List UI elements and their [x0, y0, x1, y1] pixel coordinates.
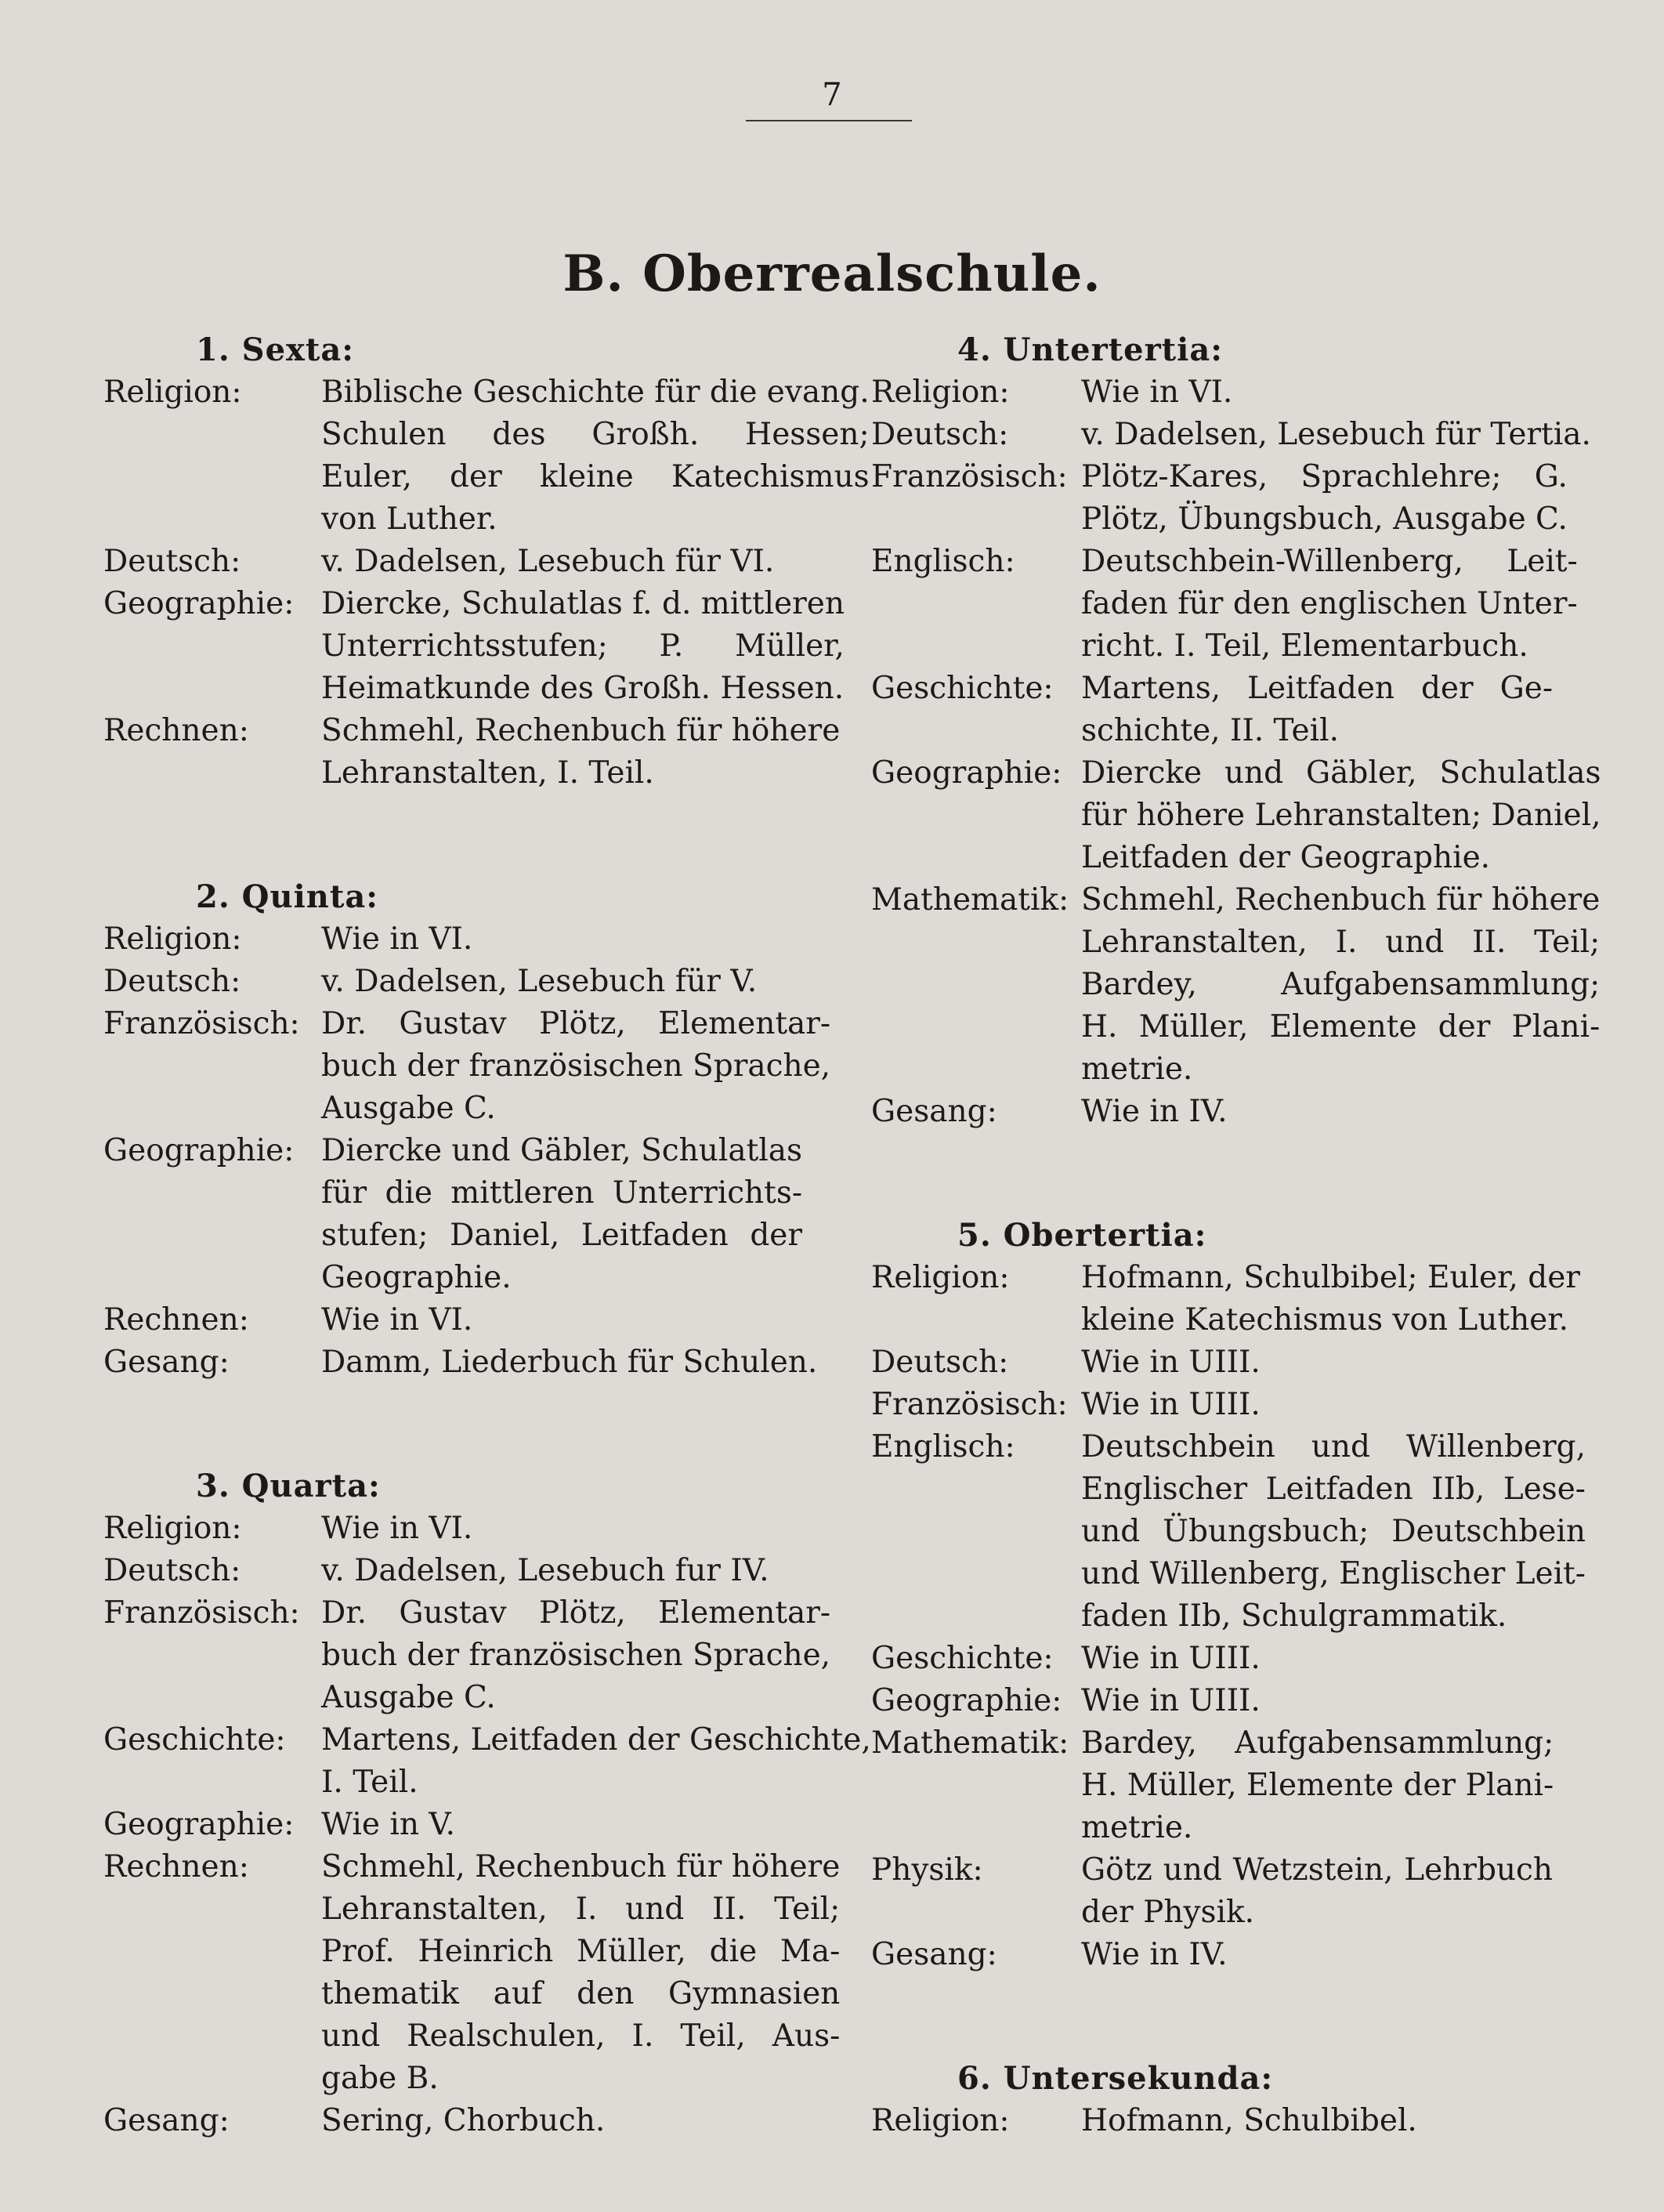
- description-line: v. Dadelsen, Lesebuch für V.: [321, 964, 758, 999]
- description-line: und Übungsbuch; Deutschbein: [1081, 1514, 1586, 1549]
- description-line: Wie in VI.: [321, 1511, 473, 1546]
- description-line: für höhere Lehranstalten; Daniel,: [1081, 798, 1601, 833]
- subject-entry: [871, 1722, 1553, 1849]
- description-line: Heimatkunde des Großh. Hessen.: [321, 671, 845, 706]
- description-line: richt. I. Teil, Elementarbuch.: [1081, 628, 1528, 664]
- subject-entry: [871, 2100, 1553, 2142]
- subject-label: Französisch:: [871, 1387, 1068, 1422]
- subject-entry: [871, 456, 1568, 541]
- description-line: v. Dadelsen, Lesebuch für Tertia.: [1081, 417, 1591, 452]
- description-line: Diercke und Gäbler, Schulatlas: [321, 1133, 803, 1168]
- description-line: Diercke und Gäbler, Schulatlas: [1081, 755, 1601, 791]
- subject-label: Mathematik:: [871, 1725, 1069, 1761]
- subject-label: Geschichte:: [871, 1641, 1054, 1676]
- subject-label: Geographie:: [103, 1807, 295, 1842]
- description-line: Wie in V.: [321, 1807, 456, 1842]
- textbook-description: [1081, 1341, 1553, 1384]
- description-line: Sering, Chorbuch.: [321, 2103, 606, 2138]
- subject-entry: [871, 541, 1578, 668]
- textbook-description: [1081, 1257, 1580, 1341]
- description-line: Wie in IV.: [1081, 1937, 1228, 1972]
- subject-entry: [871, 1341, 1553, 1384]
- subject-label: Deutsch:: [103, 964, 241, 999]
- subject-entry: [103, 1341, 818, 1384]
- subject-entry: [871, 1638, 1553, 1680]
- description-line: für die mittleren Unterrichts-: [321, 1175, 803, 1211]
- description-line: Geographie.: [321, 1260, 512, 1295]
- textbook-description: [1081, 879, 1600, 1091]
- description-line: stufen; Daniel, Leitfaden der: [321, 1218, 803, 1253]
- description-line: Euler, der kleine Katechismus: [321, 459, 870, 494]
- subject-label: Französisch:: [103, 1595, 300, 1631]
- textbook-description: [321, 961, 793, 1003]
- description-line: Diercke, Schulatlas f. d. mittleren: [321, 586, 845, 621]
- right-column: [871, 329, 1601, 2142]
- subject-label: Rechnen:: [103, 1302, 249, 1338]
- subject-label: Französisch:: [103, 1006, 300, 1041]
- subject-label: Religion:: [871, 375, 1010, 410]
- subject-entry: [103, 1846, 841, 2100]
- description-line: Wie in UIII.: [1081, 1641, 1261, 1676]
- left-column: [103, 329, 871, 2142]
- description-line: Dr. Gustav Plötz, Elementar-: [321, 1006, 831, 1041]
- subject-entry: [103, 961, 793, 1003]
- subject-label: Englisch:: [871, 1429, 1015, 1464]
- subject-label: Deutsch:: [103, 544, 241, 579]
- subject-entry: [103, 2100, 793, 2142]
- description-line: faden für den englischen Unter-: [1081, 586, 1578, 621]
- textbook-description: [321, 1341, 817, 1384]
- subject-entry: [103, 541, 793, 583]
- description-line: Martens, Leitfaden der Geschichte,: [321, 1722, 871, 1758]
- textbook-description: [1081, 1384, 1553, 1426]
- textbook-description: [1081, 1638, 1553, 1680]
- textbook-description: [321, 1003, 830, 1130]
- textbook-description: [1081, 1849, 1553, 1934]
- description-line: Prof. Heinrich Müller, die Ma-: [321, 1934, 841, 1969]
- textbook-description: [321, 1719, 871, 1804]
- description-line: von Luther.: [321, 501, 497, 537]
- textbook-description: [1081, 541, 1578, 668]
- subject-label: Religion:: [103, 1511, 242, 1546]
- subject-label: Religion:: [103, 375, 242, 410]
- subject-entry: [103, 1299, 793, 1341]
- subject-label: Geographie:: [103, 586, 295, 621]
- description-line: Wie in UIII.: [1081, 1387, 1261, 1422]
- subject-entry: [103, 1130, 803, 1299]
- textbook-description: [321, 1299, 793, 1341]
- description-line: buch der französischen Sprache,: [321, 1048, 831, 1084]
- subject-label: Religion:: [103, 921, 242, 957]
- section-heading: 1. Sexta:: [196, 331, 355, 368]
- section-heading: 3. Quarta:: [196, 1468, 381, 1504]
- subject-label: Mathematik:: [871, 882, 1069, 918]
- description-line: Plötz-Kares, Sprachlehre; G.: [1081, 459, 1568, 494]
- description-line: I. Teil.: [321, 1765, 418, 1800]
- subject-entry: [871, 1257, 1580, 1341]
- subject-label: Gesang:: [103, 1345, 230, 1380]
- description-line: Hofmann, Schulbibel; Euler, der: [1081, 1260, 1580, 1295]
- subject-label: Geographie:: [103, 1133, 295, 1168]
- description-line: metrie.: [1081, 1810, 1193, 1845]
- subject-entry: [871, 414, 1591, 456]
- section-gap: [103, 1384, 793, 1465]
- description-line: H. Müller, Elemente der Plani-: [1081, 1009, 1601, 1044]
- textbook-description: [1081, 371, 1553, 414]
- subject-entry: [103, 918, 793, 961]
- textbook-description: [1081, 414, 1591, 456]
- description-line: Englischer Leitfaden IIb, Lese-: [1081, 1472, 1586, 1507]
- subject-entry: [103, 1550, 793, 1592]
- description-line: H. Müller, Elemente der Plani-: [1081, 1768, 1554, 1803]
- description-line: Lehranstalten, I. und II. Teil;: [1081, 925, 1601, 960]
- textbook-description: [321, 710, 840, 795]
- section-gap: [871, 1976, 1553, 2058]
- subject-entry: [871, 879, 1601, 1091]
- section-heading: 4. Untertertia:: [957, 331, 1224, 368]
- textbook-description: [1081, 1091, 1553, 1133]
- description-line: metrie.: [1081, 1052, 1193, 1087]
- subject-entry: [103, 1592, 831, 1719]
- description-line: gabe B.: [321, 2061, 439, 2096]
- description-line: Deutschbein-Willenberg, Leit-: [1081, 544, 1578, 579]
- subject-label: Rechnen:: [103, 1849, 249, 1884]
- description-line: Lehranstalten, I. und II. Teil;: [321, 1892, 841, 1927]
- textbook-description: [321, 918, 793, 961]
- description-line: Lehranstalten, I. Teil.: [321, 755, 654, 791]
- description-line: Leitfaden der Geographie.: [1081, 840, 1491, 875]
- description-line: v. Dadelsen, Lesebuch fur IV.: [321, 1553, 769, 1588]
- subject-entry: [103, 1003, 831, 1130]
- subject-entry: [103, 583, 845, 710]
- subject-label: Religion:: [871, 2103, 1010, 2138]
- subject-label: Geographie:: [871, 755, 1062, 791]
- subject-entry: [871, 1384, 1553, 1426]
- description-line: Ausgabe C.: [321, 1680, 496, 1715]
- subject-label: Deutsch:: [871, 417, 1009, 452]
- textbook-description: [1081, 1680, 1553, 1722]
- description-line: Biblische Geschichte für die evang.: [321, 375, 870, 410]
- textbook-description: [321, 371, 870, 541]
- description-line: Götz und Wetzstein, Lehrbuch: [1081, 1852, 1553, 1888]
- description-line: Bardey, Aufgabensammlung;: [1081, 967, 1601, 1002]
- subject-entry: [103, 1508, 793, 1550]
- subject-label: Geographie:: [871, 1683, 1062, 1718]
- subject-entry: [871, 1934, 1553, 1976]
- description-line: thematik auf den Gymnasien: [321, 1976, 841, 2011]
- description-line: der Physik.: [1081, 1895, 1254, 1930]
- description-line: Wie in UIII.: [1081, 1683, 1261, 1718]
- description-line: Ausgabe C.: [321, 1091, 496, 1126]
- description-line: Bardey, Aufgabensammlung;: [1081, 1725, 1554, 1761]
- description-line: Wie in VI.: [321, 1302, 473, 1338]
- section-gap: [103, 795, 793, 876]
- description-line: Schmehl, Rechenbuch für höhere: [321, 1849, 841, 1884]
- subject-label: Gesang:: [103, 2103, 230, 2138]
- subject-label: Geschichte:: [871, 671, 1054, 706]
- subject-entry: [103, 710, 841, 795]
- page-title: B. Oberrealschule.: [563, 244, 1101, 303]
- description-line: Wie in VI.: [321, 921, 473, 957]
- header-rule: [746, 120, 912, 121]
- textbook-description: [321, 1508, 793, 1550]
- subject-label: Religion:: [871, 1260, 1010, 1295]
- textbook-description: [321, 2100, 793, 2142]
- textbook-description: [1081, 456, 1568, 541]
- textbook-description: [1081, 752, 1601, 879]
- description-line: buch der französischen Sprache,: [321, 1638, 831, 1673]
- subject-entry: [871, 1849, 1553, 1934]
- subject-entry: [871, 1091, 1553, 1133]
- subject-label: Gesang:: [871, 1937, 997, 1972]
- subject-entry: [871, 1426, 1586, 1638]
- subject-label: Englisch:: [871, 544, 1015, 579]
- description-line: schichte, II. Teil.: [1081, 713, 1339, 748]
- subject-entry: [871, 1680, 1553, 1722]
- description-line: kleine Katechismus von Luther.: [1081, 1302, 1569, 1338]
- description-line: Schulen des Großh. Hessen;: [321, 417, 870, 452]
- description-line: Martens, Leitfaden der Ge-: [1081, 671, 1553, 706]
- subject-entry: [871, 752, 1601, 879]
- textbook-description: [321, 583, 845, 710]
- description-line: Wie in VI.: [1081, 375, 1233, 410]
- description-line: Plötz, Übungsbuch, Ausgabe C.: [1081, 501, 1568, 537]
- description-line: Damm, Liederbuch für Schulen.: [321, 1345, 818, 1380]
- subject-label: Deutsch:: [103, 1553, 241, 1588]
- description-line: Unterrichtsstufen; P. Müller,: [321, 628, 845, 664]
- subject-label: Rechnen:: [103, 713, 249, 748]
- description-line: Hofmann, Schulbibel.: [1081, 2103, 1417, 2138]
- subject-label: Geschichte:: [103, 1722, 286, 1758]
- description-line: Deutschbein und Willenberg,: [1081, 1429, 1586, 1464]
- section-heading: 6. Untersekunda:: [957, 2060, 1274, 2097]
- textbook-description: [321, 541, 793, 583]
- section-heading: 2. Quinta:: [196, 878, 379, 915]
- subject-entry: [103, 1719, 871, 1804]
- page-number: 7: [822, 77, 842, 113]
- subject-label: Gesang:: [871, 1094, 997, 1129]
- textbook-description: [1081, 1934, 1553, 1976]
- subject-label: Deutsch:: [871, 1345, 1009, 1380]
- description-line: Dr. Gustav Plötz, Elementar-: [321, 1595, 831, 1631]
- description-line: Wie in UIII.: [1081, 1345, 1261, 1380]
- textbook-description: [1081, 1426, 1586, 1638]
- description-line: faden IIb, Schulgrammatik.: [1081, 1598, 1507, 1634]
- subject-entry: [871, 668, 1553, 752]
- textbook-description: [1081, 668, 1553, 752]
- subject-label: Physik:: [871, 1852, 983, 1888]
- section-gap: [871, 1133, 1553, 1215]
- description-line: Schmehl, Rechenbuch für höhere: [1081, 882, 1601, 918]
- subject-entry: [871, 371, 1553, 414]
- section-heading: 5. Obertertia:: [957, 1217, 1207, 1254]
- subject-label: Französisch:: [871, 459, 1068, 494]
- description-line: Wie in IV.: [1081, 1094, 1228, 1129]
- textbook-description: [1081, 1722, 1554, 1849]
- description-line: v. Dadelsen, Lesebuch für VI.: [321, 544, 775, 579]
- textbook-description: [1081, 2100, 1553, 2142]
- textbook-description: [321, 1592, 830, 1719]
- textbook-description: [321, 1804, 793, 1846]
- description-line: und Realschulen, I. Teil, Aus-: [321, 2018, 841, 2054]
- subject-entry: [103, 1804, 793, 1846]
- subject-entry: [103, 371, 870, 541]
- textbook-description: [321, 1130, 802, 1299]
- description-line: und Willenberg, Englischer Leit-: [1081, 1556, 1586, 1591]
- textbook-description: [321, 1550, 793, 1592]
- textbook-description: [321, 1846, 840, 2100]
- description-line: Schmehl, Rechenbuch für höhere: [321, 713, 841, 748]
